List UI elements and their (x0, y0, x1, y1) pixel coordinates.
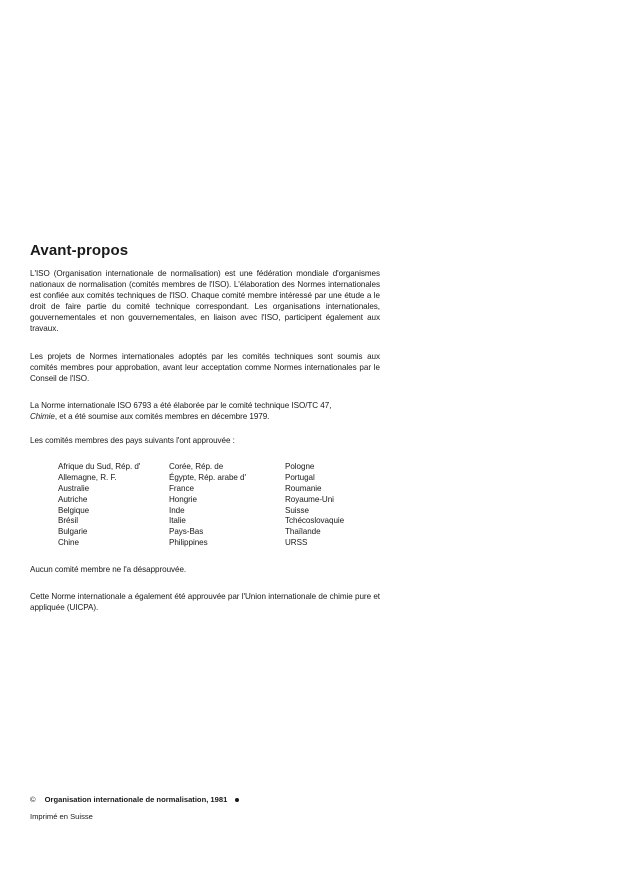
country-item: Royaume-Uni (285, 494, 334, 504)
copyright-text: Organisation internationale de normalisation, 1981 (44, 795, 228, 804)
paragraph-iso-intro: L'ISO (Organisation internationale de normalisation) est une fédération mondiale d'organismes nationaux de normalisation (comités membres de l'ISO). L'élaboration des Normes internationales est confiée aux comités techniques de l'ISO. Chaque comité membre intéressé par une étude a le droit de faire partie du comité technique correspondant. Les organisations internationales, gouvernementales et non gouvernementales, en liaison avec l'ISO, participent également aux travaux. (30, 269, 380, 333)
country-item: Pays-Bas (169, 527, 204, 537)
standard-origin-text: La Norme internationale ISO 6793 a été élaborée par le comité technique ISO/TC 47, (30, 401, 332, 411)
country-item: Roumanie (285, 483, 322, 493)
paragraph-approving-members: Les comités membres des pays suivants l'ont approuvée : (30, 435, 235, 445)
country-item: Pologne (285, 461, 315, 471)
country-column-1 (58, 462, 169, 549)
country-column-3 (285, 462, 395, 549)
paragraph-no-disapproval: Aucun comité membre ne l'a désapprouvée. (30, 565, 187, 575)
paragraph-standard-origin (30, 401, 380, 423)
country-item: Hongrie (169, 494, 197, 504)
country-item: Suisse (285, 505, 309, 515)
country-item: Inde (169, 505, 185, 515)
paragraph-iupac-approval: Cette Norme internationale a également été approuvée par l'Union internationale de chimie pure et appliquée (UICPA). (30, 592, 380, 612)
country-item: Tchécoslovaquie (285, 516, 345, 526)
country-item: Italie (169, 516, 186, 526)
committee-name: Chimie (30, 412, 55, 422)
country-item: Philippines (169, 538, 208, 548)
copyright-icon: © (30, 795, 36, 804)
foreword-body (30, 269, 380, 614)
country-item: Chine (58, 538, 79, 548)
bullet-icon (235, 798, 239, 802)
standard-origin-date: , et a été soumise aux comités membres en décembre 1979. (54, 412, 270, 422)
country-list (58, 462, 380, 549)
country-item: Australie (58, 483, 90, 493)
country-item: URSS (285, 538, 308, 548)
country-item: Afrique du Sud, Rép. d' (58, 461, 141, 471)
country-item: Thaïlande (285, 527, 321, 537)
country-item: Autriche (58, 494, 88, 504)
page-title: Avant-propos (30, 242, 129, 259)
country-item: Allemagne, R. F. (58, 472, 117, 482)
country-item: Bulgarie (58, 527, 88, 537)
country-item: Égypte, Rép. arabe d' (169, 472, 246, 482)
country-column-2 (169, 462, 285, 549)
printed-in: Imprimé en Suisse (30, 812, 93, 821)
country-item: Brésil (58, 516, 78, 526)
copyright-line (30, 795, 239, 804)
paragraph-draft-approval: Les projets de Normes internationales adoptés par les comités techniques sont soumis aux comités membres pour approbation, avant leur acceptation comme Normes internationales par le Conseil de l'ISO. (30, 352, 380, 384)
country-item: Belgique (58, 505, 90, 515)
country-item: France (169, 483, 194, 493)
country-item: Portugal (285, 472, 315, 482)
country-item: Corée, Rép. de (169, 461, 224, 471)
